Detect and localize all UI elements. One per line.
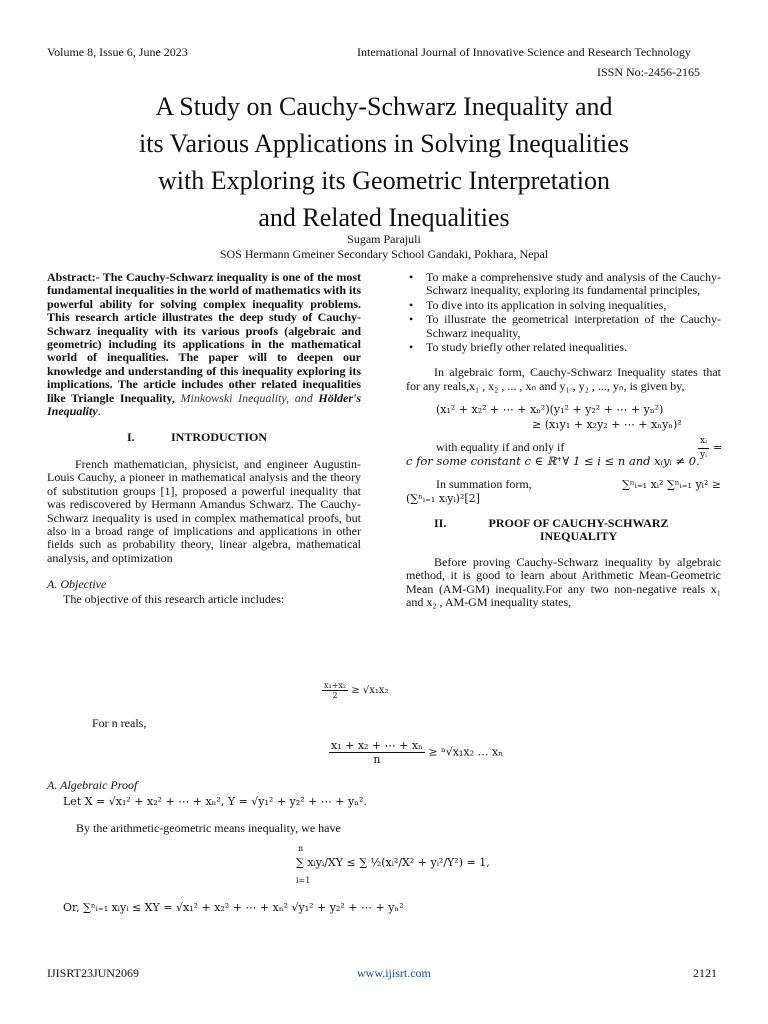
footer-url[interactable]: www.ijisrt.com xyxy=(357,966,431,980)
fraction-numerator: xᵢ xyxy=(698,435,709,449)
amgm-two-rhs: ≥ √x₁x₂ xyxy=(351,685,389,696)
amgm-two-equation xyxy=(322,681,389,700)
summation-line xyxy=(406,478,721,492)
intro-paragraph: French mathematician, physicist, and engineer Augustin-Louis Cauchy, a pioneer in mathematical analysis and the theory of substitution groups [1], proposed a powerful inequality that was rediscovered by Hermann Amandus Schwarz. The Cauchy-Schwarz inequality is used in complex mathematical proofs, but also in a broad range of implications and applications in other fields such as probability theory, linear algebra, mathematical analysis, and optimization xyxy=(47,456,361,565)
header-volume: Volume 8, Issue 6, June 2023 xyxy=(47,45,188,59)
amgm-n-fraction xyxy=(329,739,425,766)
right-column xyxy=(406,271,721,609)
equality-condition: c for some constant c ∈ ℝ⁺∀ 1 ≤ i ≤ n and xᵢyᵢ ≠ 0. xyxy=(406,454,700,469)
equality-fraction xyxy=(698,435,709,463)
abstract-text: Abstract:- The Cauchy-Schwarz inequality is one of the most fundamental inequalities in the world of mathematics with its powerful ability for solving complex inequality problems. This research article illustrates the deep study of Cauchy-Schwarz inequality with its various proofs (algebraic and geometric) including its applications in the mathematical world of inequalities. The paper will to deepen our knowledge and understanding of this inequality exploring its implications. The article includes other related inequalities like Triangle Inequality, xyxy=(47,270,362,405)
intro-heading-num: I. xyxy=(127,430,135,445)
for-n-reals: For n reals, xyxy=(92,716,147,730)
algebraic-form-text: In algebraic form, Cauchy-Schwarz Inequality states that for any reals,x₁ , x₂ , ... , xₙ and y₁ , y₂ , ..., yₙ, is given by, xyxy=(406,365,721,393)
list-item: • To dive into its application in solving inequalities, xyxy=(406,299,721,312)
amgm-n-rhs: ≥ ⁿ√x₁x₂ … xₙ xyxy=(428,745,503,759)
by-amgm-text: By the arithmetic-geometric means inequality, we have xyxy=(76,821,341,835)
sum-upper-limit: n xyxy=(298,844,304,853)
intro-heading xyxy=(47,431,361,444)
algebraic-proof-heading: A. Algebraic Proof xyxy=(47,778,138,792)
title-line: its Various Applications in Solving Inequalities xyxy=(139,129,629,158)
proof-heading-line2: INEQUALITY xyxy=(539,529,618,544)
author-name: Sugam Parajuli xyxy=(347,232,421,246)
left-column xyxy=(47,271,361,606)
equality-sign: = xyxy=(713,441,723,455)
abstract-holder: Hölder's Inequality xyxy=(47,390,362,419)
fraction-numerator: x₁ + x₂ + ⋯ + xₙ xyxy=(331,739,423,752)
summation-label: In summation form, xyxy=(436,477,532,492)
or-equation: Or, ∑ⁿᵢ₌₁ xᵢyᵢ ≤ XY = √x₁² + x₂² + ⋯ + xₙ² √y₁² + y₂² + ⋯ + yₙ² xyxy=(63,901,404,914)
fraction-numerator: x₁+x₂ xyxy=(324,681,347,690)
abstract-italic: Minkowski Inequality, and xyxy=(180,390,313,405)
amgm-n-equation xyxy=(329,739,503,766)
proof-heading-line1: PROOF OF CAUCHY-SCHWARZ xyxy=(488,515,669,530)
equality-condition-line xyxy=(406,436,723,461)
header-journal: International Journal of Innovative Science and Research Technology xyxy=(357,45,691,59)
list-item: • To illustrate the geometrical interpretation of the Cauchy-Schwarz inequality, xyxy=(406,313,721,340)
fraction-denominator: yᵢ xyxy=(700,450,707,461)
paper-title xyxy=(40,88,728,236)
intro-heading-text: INTRODUCTION xyxy=(170,430,267,445)
cs-equation-line2: ≥ (x₁y₁ + x₂y₂ + ⋯ + xₙyₙ)² xyxy=(532,417,682,431)
title-line: A Study on Cauchy-Schwarz Inequality and xyxy=(155,92,613,121)
footer-page-number: 2121 xyxy=(693,966,717,980)
objective-list xyxy=(406,271,721,354)
list-item: • To study briefly other related inequalities. xyxy=(406,341,721,354)
objective-intro: The objective of this research article includes: xyxy=(63,591,285,606)
author-affiliation: SOS Hermann Gmeiner Secondary School Gandaki, Pokhara, Nepal xyxy=(219,247,549,261)
abstract-end: . xyxy=(97,404,101,419)
fraction-denominator: 2 xyxy=(332,691,338,700)
let-equation: Let X = √x₁² + x₂² + ⋯ + xₙ², Y = √y₁² + y₂² + ⋯ + yₙ². xyxy=(63,795,367,808)
abstract xyxy=(47,271,361,418)
proof-heading-num: II. xyxy=(434,515,447,530)
amgm-two-fraction xyxy=(322,681,348,700)
title-line: with Exploring its Geometric Interpretation xyxy=(158,166,610,195)
sum-lower-limit: i=1 xyxy=(296,876,311,885)
summation-equation: ∑ⁿᵢ₌₁ xᵢ² ∑ⁿᵢ₌₁ yᵢ² ≥ xyxy=(622,478,721,492)
fraction-denominator: n xyxy=(373,753,381,766)
footer-paper-id: IJISRT23JUN2069 xyxy=(47,966,139,980)
proof-paragraph: Before proving Cauchy-Schwarz inequality by algebraic method, it is good to learn about Arithmetic Mean-Geometric Mean (AM-GM) inequality.For any two non-negative reals x₁ and x₂ , AM-GM inequality states, xyxy=(406,554,721,609)
summation-equation-end: (∑ⁿᵢ₌₁ xᵢyᵢ)²[2] xyxy=(406,492,480,506)
list-item: • To make a comprehensive study and analysis of the Cauchy-Schwarz inequality, exploring its fundamental principles, xyxy=(406,271,721,298)
equality-text: with equality if and only if xyxy=(436,440,565,455)
proof-heading xyxy=(406,517,721,544)
objective-heading: A. Objective xyxy=(47,577,107,592)
header-issn: ISSN No:-2456-2165 xyxy=(597,65,701,79)
sum-inequality xyxy=(296,844,496,888)
title-line: and Related Inequalities xyxy=(258,203,510,232)
sum-inequality-body: ∑ xᵢyᵢ/XY ≤ ∑ ½(xᵢ²/X² + yᵢ²/Y²) = 1, xyxy=(296,856,490,869)
cs-equation-line1: (x₁² + x₂² + ⋯ + xₙ²)(y₁² + y₂² + ⋯ + yₙ²) xyxy=(436,403,664,417)
